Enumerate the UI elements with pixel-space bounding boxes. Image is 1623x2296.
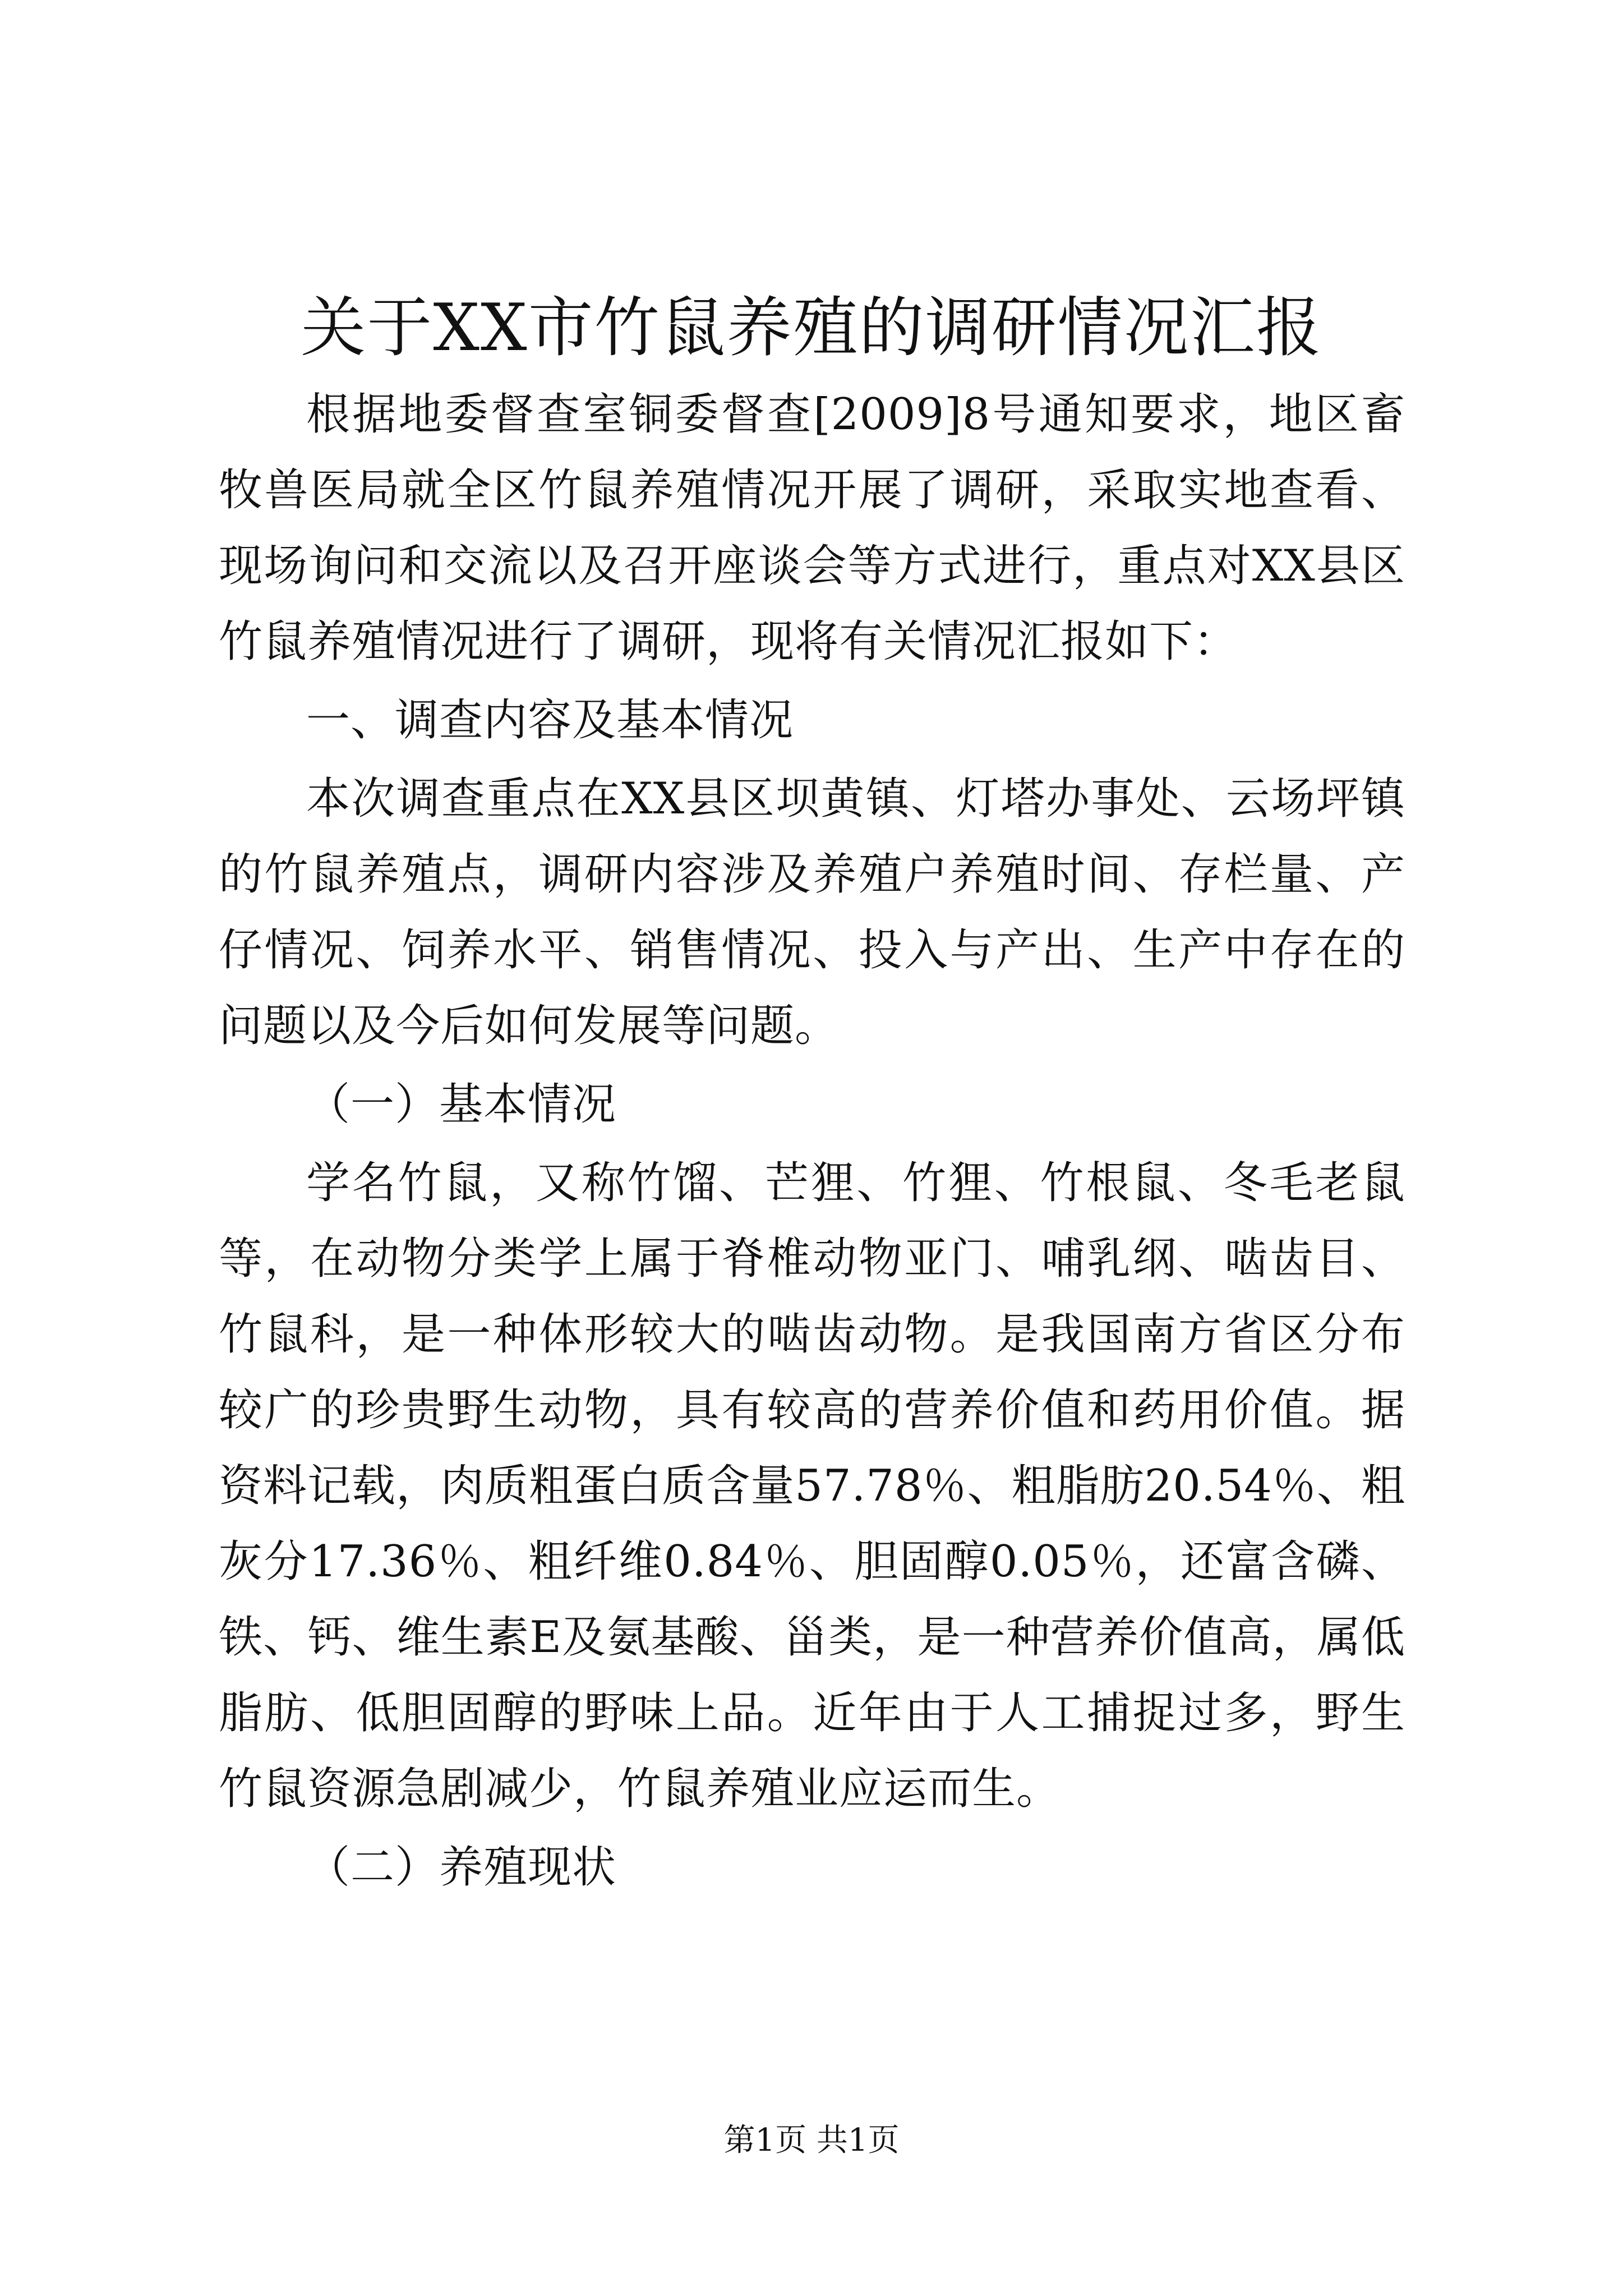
subsection-heading-basic: （一）基本情况: [306, 1079, 617, 1130]
intro-paragraph: 根据地委督查室铜委督查[2009]8号通知要求，地区畜牧兽医局就全区竹鼠养殖情况开展了调研，采取实地查看、现场询问和交流以及召开座谈会等方式进行，重点对XX县区竹鼠养殖情况进行了调研，现将有关情况汇报如下：: [219, 389, 1405, 667]
section-heading-1: 一、调查内容及基本情况: [306, 695, 794, 746]
basic-info-paragraph: 学名竹鼠，又称竹馏、芒狸、竹狸、竹根鼠、冬毛老鼠等，在动物分类学上属于脊椎动物亚门、哺乳纲、啮齿目、竹鼠科，是一种体形较大的啮齿动物。是我国南方省区分布较广的珍贵野生动物，具有较高的营养价值和药用价值。据资料记载，肉质粗蛋白质含量57.78％、粗脂肪20.54％、粗灰分17.36％、粗纤维0.84％、胆固醇0.05％，还富含磷、铁、钙、维生素E及氨基酸、甾类，是一种营养价值高，属低脂肪、低胆固醇的野味上品。近年由于人工捕捉过多，野生竹鼠资源急剧减少，竹鼠养殖业应运而生。: [219, 1158, 1405, 1814]
page-footer: 第1页 共1页: [723, 2122, 900, 2159]
survey-content-paragraph: 本次调查重点在XX县区坝黄镇、灯塔办事处、云场坪镇的竹鼠养殖点，调研内容涉及养殖户养殖时间、存栏量、产仔情况、饲养水平、销售情况、投入与产出、生产中存在的问题以及今后如何发展等问题。: [219, 774, 1405, 1051]
document-body: [219, 377, 1405, 1906]
page-title: 关于XX市竹鼠养殖的调研情况汇报: [301, 290, 1322, 366]
subsection-heading-status: （二）养殖现状: [306, 1842, 617, 1893]
